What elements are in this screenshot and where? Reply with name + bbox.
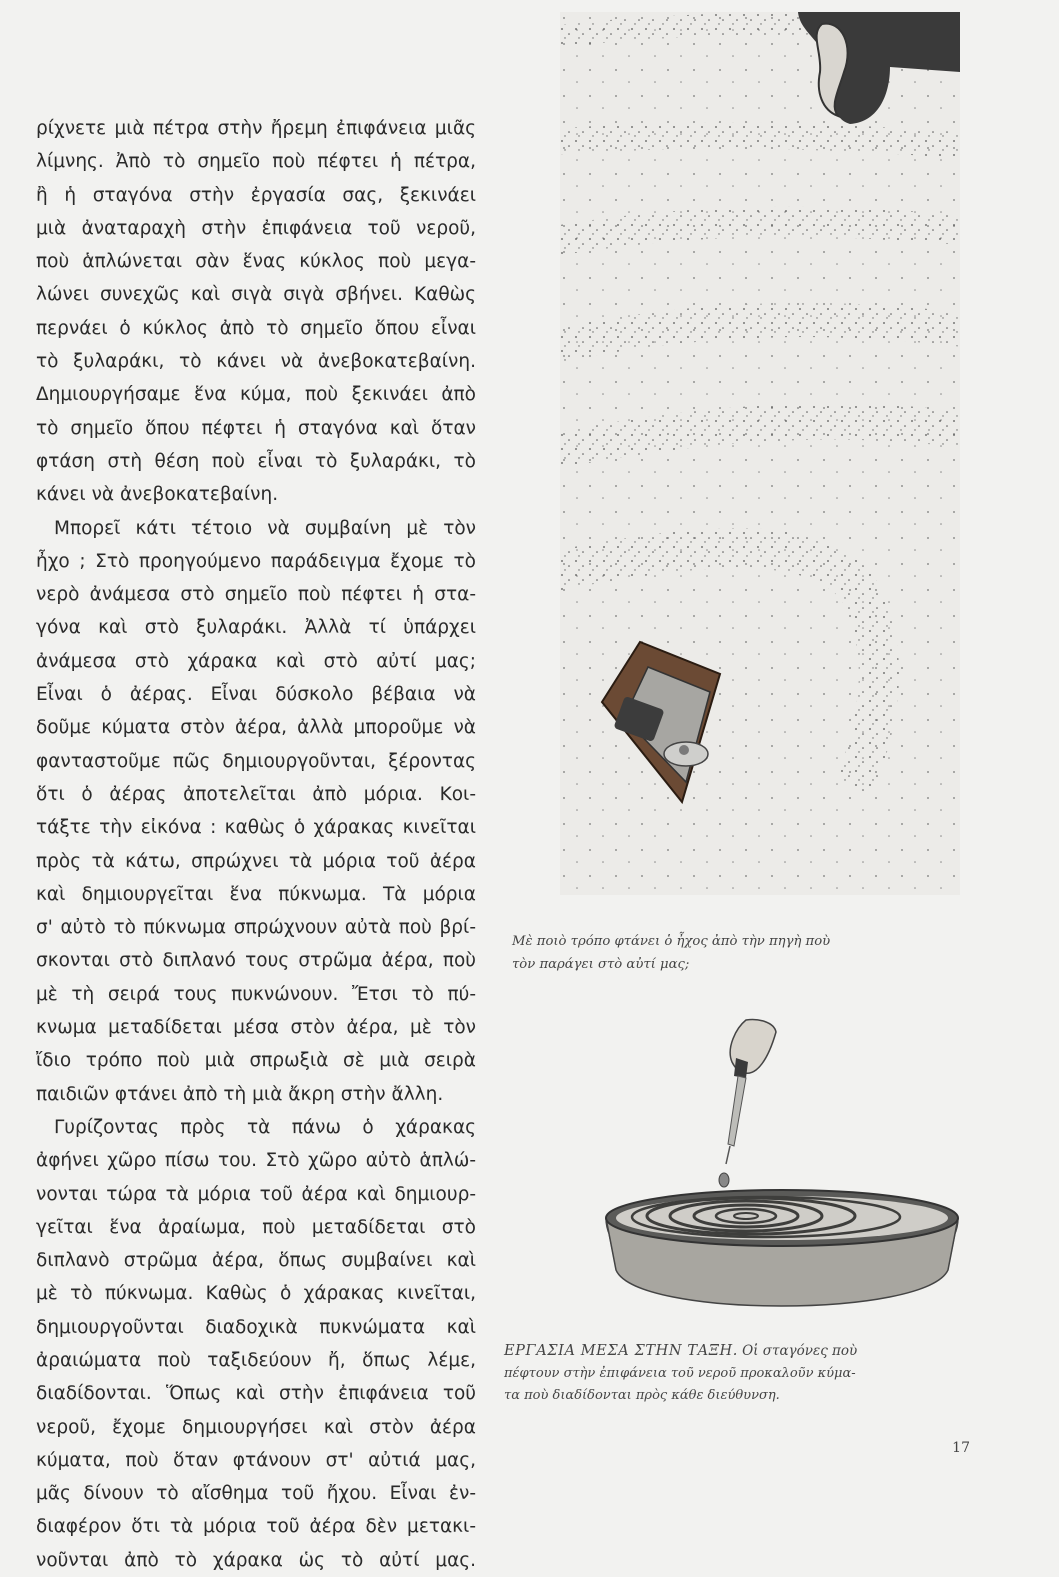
text-line: Μπορεῖ κάτι τέτοιο νὰ συμβαίνη μὲ τὸν <box>54 517 476 539</box>
text-line: λίμνης. Ἀπὸ τὸ σημεῖο ποὺ πέφτει ἡ πέτρα, <box>36 151 476 173</box>
text-line: νεροῦ, ἔχομε δημιουργήσει καὶ στὸν ἀέρα <box>36 1416 476 1438</box>
body-text-column <box>36 112 476 1577</box>
text-line: ὅτι ὁ ἀέρας ἀποτελεῖται ἀπὸ μόρια. Κοι- <box>36 783 476 805</box>
text-line: διαδίδονται. Ὅπως καὶ στὴν ἐπιφάνεια τοῦ <box>36 1383 476 1405</box>
text-line: κνωμα μεταδίδεται μέσα στὸν ἀέρα, μὲ τὸν <box>36 1017 476 1039</box>
text-line: σ' αὐτὸ τὸ πύκνωμα σπρώχνουν αὐτὰ ποὺ βρί- <box>36 917 476 939</box>
text-line: μὲ τὸ πύκνωμα. Καθὼς ὁ χάρακας κινεῖται, <box>36 1283 476 1305</box>
text-line: γεῖται ἕνα ἀραίωμα, ποὺ μεταδίδεται στὸ <box>36 1216 476 1238</box>
text-line: τὸ σημεῖο ὅπου πέφτει ἡ σταγόνα καὶ ὅταν <box>36 417 476 439</box>
water-drop-drawing <box>719 1173 729 1187</box>
text-line: φτάση στὴ θέση ποὺ εἶναι τὸ ξυλαράκι, τὸ <box>36 450 476 472</box>
sound-waves-illustration <box>560 12 960 895</box>
caption-line: τα ποὺ διαδίδονται πρὸς κάθε διεύθυνση. <box>504 1388 780 1403</box>
text-line: ἢ ἡ σταγόνα στὴν ἐργασία σας, ξεκινάει <box>36 184 476 206</box>
text-line: δοῦμε κύματα στὸν ἀέρα, ἀλλὰ μποροῦμε νὰ <box>36 717 476 739</box>
text-line: νονται τώρα τὰ μόρια τοῦ ἀέρα καὶ δημιουρ- <box>36 1183 476 1205</box>
text-line: Εἶναι ὁ ἀέρας. Εἶναι δύσκολο βέβαια νὰ <box>36 684 476 706</box>
caption-title: ΕΡΓΑΣΙΑ ΜΕΣΑ ΣΤΗΝ ΤΑΞΗ. <box>504 1343 738 1359</box>
text-line: λώνει συνεχῶς καὶ σιγὰ σιγὰ σβήνει. Καθὼς <box>36 284 476 306</box>
text-line: δημιουργοῦνται διαδοχικὰ πυκνώματα καὶ <box>36 1316 476 1338</box>
text-line: σκονται στὸ διπλανό τους στρῶμα ἀέρα, ποὺ <box>36 950 476 972</box>
text-line: κάνει νὰ ἀνεβοκατεβαίνη. <box>36 484 279 506</box>
text-line: νοῦνται ἀπὸ τὸ χάρακα ὡς τὸ αὐτί μας. <box>36 1549 476 1571</box>
dropper-bowl-drawing <box>596 1018 968 1328</box>
text-line: μὲ τὴ σειρά τους πυκνώνουν. Ἔτσι τὸ πύ- <box>36 983 476 1005</box>
text-line: παιδιῶν φτάνει ἀπὸ τὴ μιὰ ἄκρη στὴν ἄλλη. <box>36 1083 444 1105</box>
caption-text: Οἱ σταγόνες ποὺ <box>742 1343 858 1359</box>
text-line: ρίχνετε μιὰ πέτρα στὴν ἤρεμη ἐπιφάνεια μιᾶς <box>36 118 476 139</box>
text-line: ποὺ ἁπλώνεται σὰν ἕνας κύκλος ποὺ μεγα- <box>36 251 476 273</box>
text-line: διπλανὸ στρῶμα ἀέρα, ὅπως συμβαίνει καὶ <box>36 1250 476 1272</box>
caption-line: πέφτουν στὴν ἐπιφάνεια τοῦ νεροῦ προκαλοῦν κύμα- <box>504 1366 856 1381</box>
page-number: 17 <box>952 1440 970 1456</box>
caption-line: Μὲ ποιὸ τρόπο φτάνει ὁ ἦχος ἀπὸ τὴν πηγὴ ποὺ <box>512 934 831 949</box>
caption-line: τὸν παράγει στὸ αὐτί μας; <box>512 957 690 972</box>
sound-waves-caption <box>512 930 964 976</box>
text-line: τὸ ξυλαράκι, τὸ κάνει νὰ ἀνεβοκατεβαίνη. <box>36 351 476 373</box>
dropper-bowl-illustration <box>596 1018 968 1328</box>
text-line: νερὸ ἀνάμεσα στὸ σημεῖο ποὺ πέφτει ἡ στα- <box>36 584 476 606</box>
text-line: πρὸς τὰ κάτω, σπρώχνει τὰ μόρια τοῦ ἀέρα <box>36 850 476 872</box>
text-line: τάξτε τὴν εἰκόνα : καθὼς ὁ χάρακας κινεῖται <box>36 817 476 839</box>
text-line: ἀνάμεσα στὸ χάρακα καὶ στὸ αὐτί μας; <box>36 650 476 672</box>
text-line: μᾶς δίνουν τὸ αἴσθημα τοῦ ἤχου. Εἶναι ἐν- <box>36 1483 476 1505</box>
text-line: Δημιουργήσαμε ἕνα κύμα, ποὺ ξεκινάει ἀπὸ <box>36 384 476 406</box>
text-line: καὶ δημιουργεῖται ἕνα πύκνωμα. Τὰ μόρια <box>36 883 476 905</box>
text-line: ἴδιο τρόπο ποὺ μιὰ σπρωξιὰ σὲ μιὰ σειρὰ <box>36 1050 476 1072</box>
sound-waves-drawing <box>560 12 960 895</box>
text-line: κύματα, ποὺ ὅταν φτάνουν στ' αὐτιά μας, <box>36 1449 476 1471</box>
text-line: γόνα καὶ στὸ ξυλαράκι. Ἀλλὰ τί ὑπάρχει <box>36 617 476 639</box>
text-line: ἦχο ; Στὸ προηγούμενο παράδειγμα ἔχομε τὸ <box>36 550 476 572</box>
dropper-drawing <box>726 1058 748 1164</box>
text-line: περνάει ὁ κύκλος ἀπὸ τὸ σημεῖο ὅπου εἶναι <box>36 317 476 339</box>
dropper-bowl-caption <box>504 1340 964 1407</box>
text-line: φανταστοῦμε πῶς δημιουργοῦνται, ξέροντας <box>36 750 476 772</box>
text-line: μιὰ ἀναταραχὴ στὴν ἐπιφάνεια τοῦ νεροῦ, <box>36 217 476 239</box>
text-line: ἀραιώματα ποὺ ταξιδεύουν ἤ, ὅπως λέμε, <box>36 1349 476 1371</box>
text-line: διαφέρον ὅτι τὰ μόρια τοῦ ἀέρα δὲν μετακι- <box>36 1516 476 1538</box>
text-line: ἀφήνει χῶρο πίσω του. Στὸ χῶρο αὐτὸ ἁπλώ- <box>36 1150 476 1172</box>
text-line: Γυρίζοντας πρὸς τὰ πάνω ὁ χάρακας <box>54 1116 476 1138</box>
